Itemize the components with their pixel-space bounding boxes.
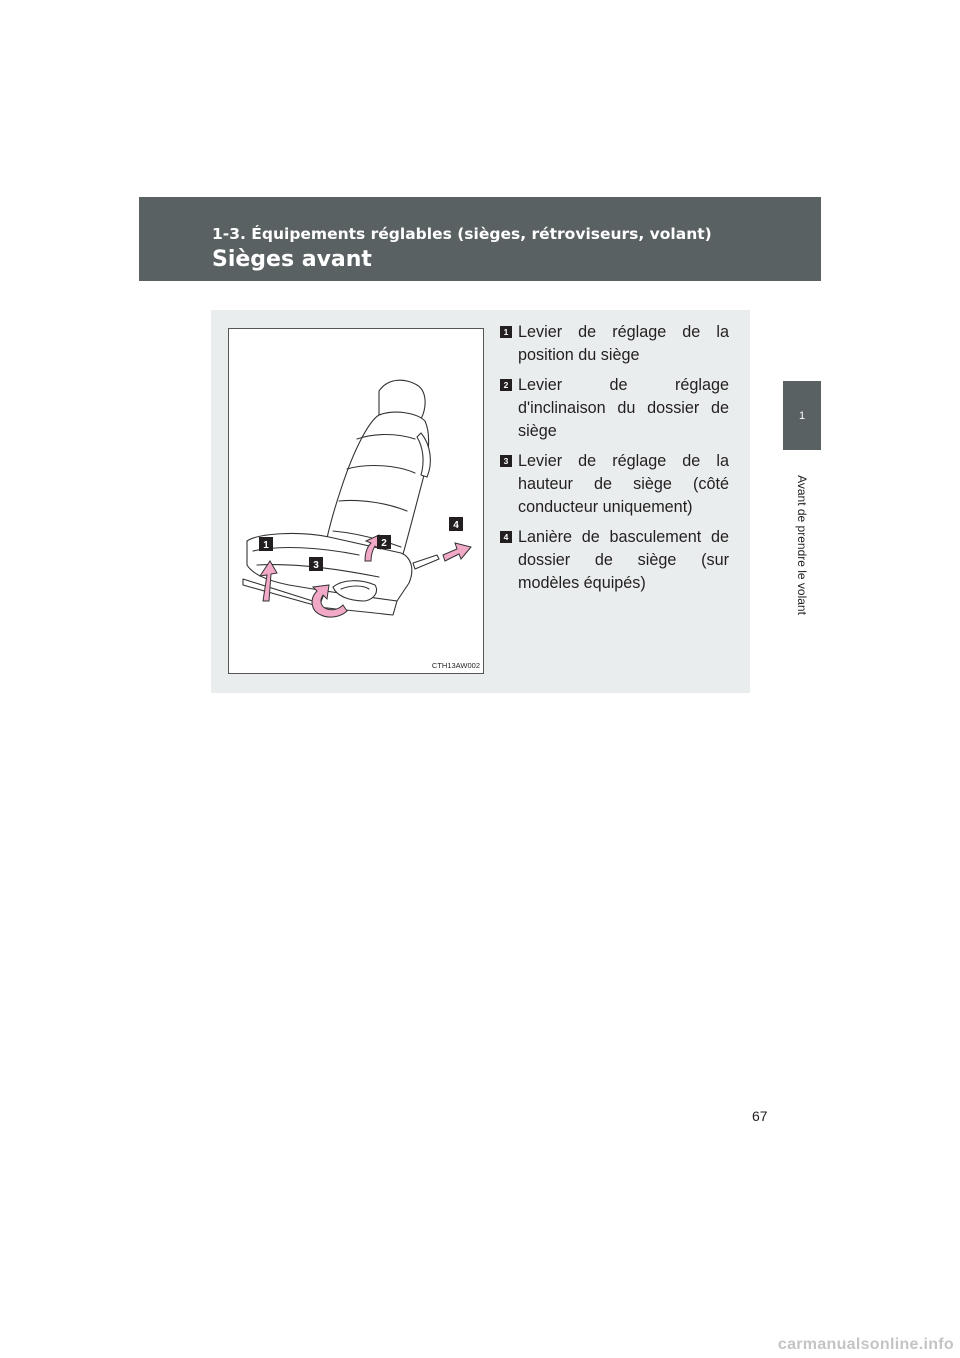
section-title: 1-3. Équipements réglables (sièges, rétroviseurs, volant)	[212, 225, 712, 243]
list-item	[499, 374, 729, 443]
page-title: Sièges avant	[212, 247, 372, 272]
item-text: Levier de réglage d'inclinaison du dossier de siège	[518, 376, 729, 440]
item-number-badge: 3	[500, 455, 512, 467]
list-item	[499, 526, 729, 595]
chapter-label: Avant de prendre le volant	[795, 475, 809, 615]
item-text: Levier de réglage de la hauteur de siège (côté conducteur uniquement)	[518, 452, 729, 516]
watermark: carmanualsonline.info	[777, 1336, 954, 1353]
figure-code: CTH13AW002	[431, 661, 480, 670]
callout-2	[377, 535, 391, 549]
seat-illustration	[229, 329, 483, 673]
list-item	[499, 321, 729, 367]
item-number-badge: 1	[500, 326, 512, 338]
item-text: Levier de réglage de la position du siège	[518, 323, 729, 364]
item-text: Lanière de basculement de dossier de siège (sur modèles équipés)	[518, 528, 729, 592]
item-number-badge: 2	[500, 379, 512, 391]
callout-3	[309, 557, 323, 571]
callout-1	[259, 537, 273, 551]
chapter-header	[139, 197, 821, 281]
page-number: 67	[752, 1108, 768, 1124]
arrow-strap	[443, 543, 471, 561]
svg-text:4: 4	[453, 520, 459, 531]
item-list	[499, 321, 729, 602]
chapter-number: 1	[798, 409, 806, 422]
svg-text:3: 3	[313, 560, 319, 571]
svg-text:2: 2	[381, 538, 387, 549]
seat-figure	[228, 328, 484, 674]
content-panel	[211, 310, 750, 693]
list-item	[499, 450, 729, 519]
item-number-badge: 4	[500, 531, 512, 543]
svg-text:1: 1	[263, 540, 269, 551]
chapter-side-label	[783, 455, 821, 635]
callout-4	[449, 517, 463, 531]
chapter-tab	[783, 381, 821, 450]
